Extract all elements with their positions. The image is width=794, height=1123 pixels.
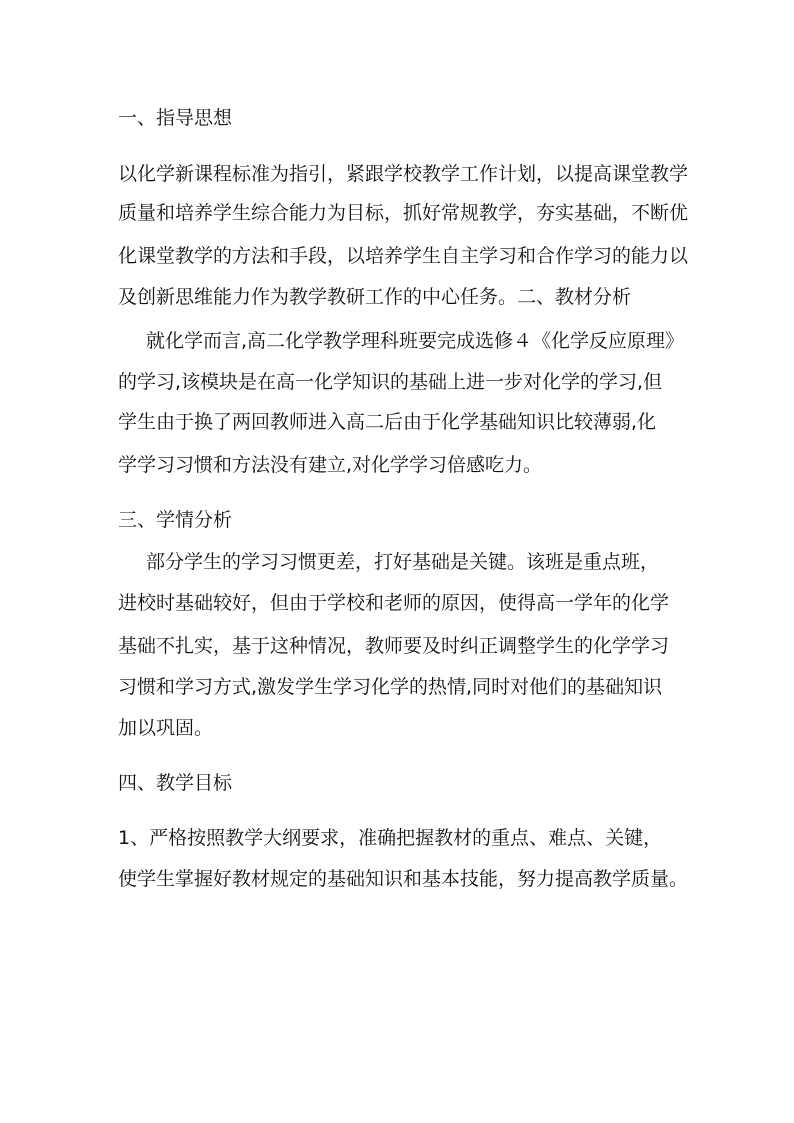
paragraph-line: 学学习习惯和方法没有建立,对化学学习倍感吃力。 [118, 454, 543, 476]
paragraph-line: 的学习,该模块是在高一化学知识的基础上进一步对化学的学习,但 [118, 371, 663, 393]
heading-guiding-thought: 一、指导思想 [118, 107, 233, 129]
paragraph-line: 部分学生的学习习惯更差，打好基础是关键。该班是重点班， [146, 551, 660, 573]
paragraph-line: 1、严格按照教学大纲要求，准确把握教材的重点、难点、关键， [118, 827, 663, 849]
paragraph-line: 进校时基础较好，但由于学校和老师的原因，使得高一学年的化学 [118, 592, 670, 614]
heading-student-analysis: 三、学情分析 [118, 509, 233, 531]
paragraph-line: 学生由于换了两回教师进入高二后由于化学基础知识比较薄弱,化 [118, 411, 657, 433]
paragraph-line: 以化学新课程标准为指引，紧跟学校教学工作计划，以提高课堂教学 [118, 163, 689, 185]
paragraph-line: 基础不扎实，基于这种情况，教师要及时纠正调整学生的化学学习 [118, 635, 670, 657]
paragraph-line: 习惯和学习方式,激发学生学习化学的热情,同时对他们的基础知识 [118, 676, 663, 698]
paragraph-line: 质量和培养学生综合能力为目标，抓好常规教学，夯实基础，不断优 [118, 202, 689, 224]
paragraph-line: 及创新思维能力作为教学教研工作的中心任务。二、教材分析 [118, 286, 632, 308]
paragraph-line: 加以巩固。 [118, 717, 214, 739]
paragraph-line: 化课堂教学的方法和手段，以培养学生自主学习和合作学习的能力以 [118, 245, 689, 267]
paragraph-line: 就化学而言,高二化学教学理科班要完成选修４《化学反应原理》 [146, 330, 685, 352]
heading-teaching-goals: 四、教学目标 [118, 772, 233, 794]
paragraph-line: 使学生掌握好教材规定的基础知识和基本技能，努力提高教学质量。 [118, 868, 689, 890]
